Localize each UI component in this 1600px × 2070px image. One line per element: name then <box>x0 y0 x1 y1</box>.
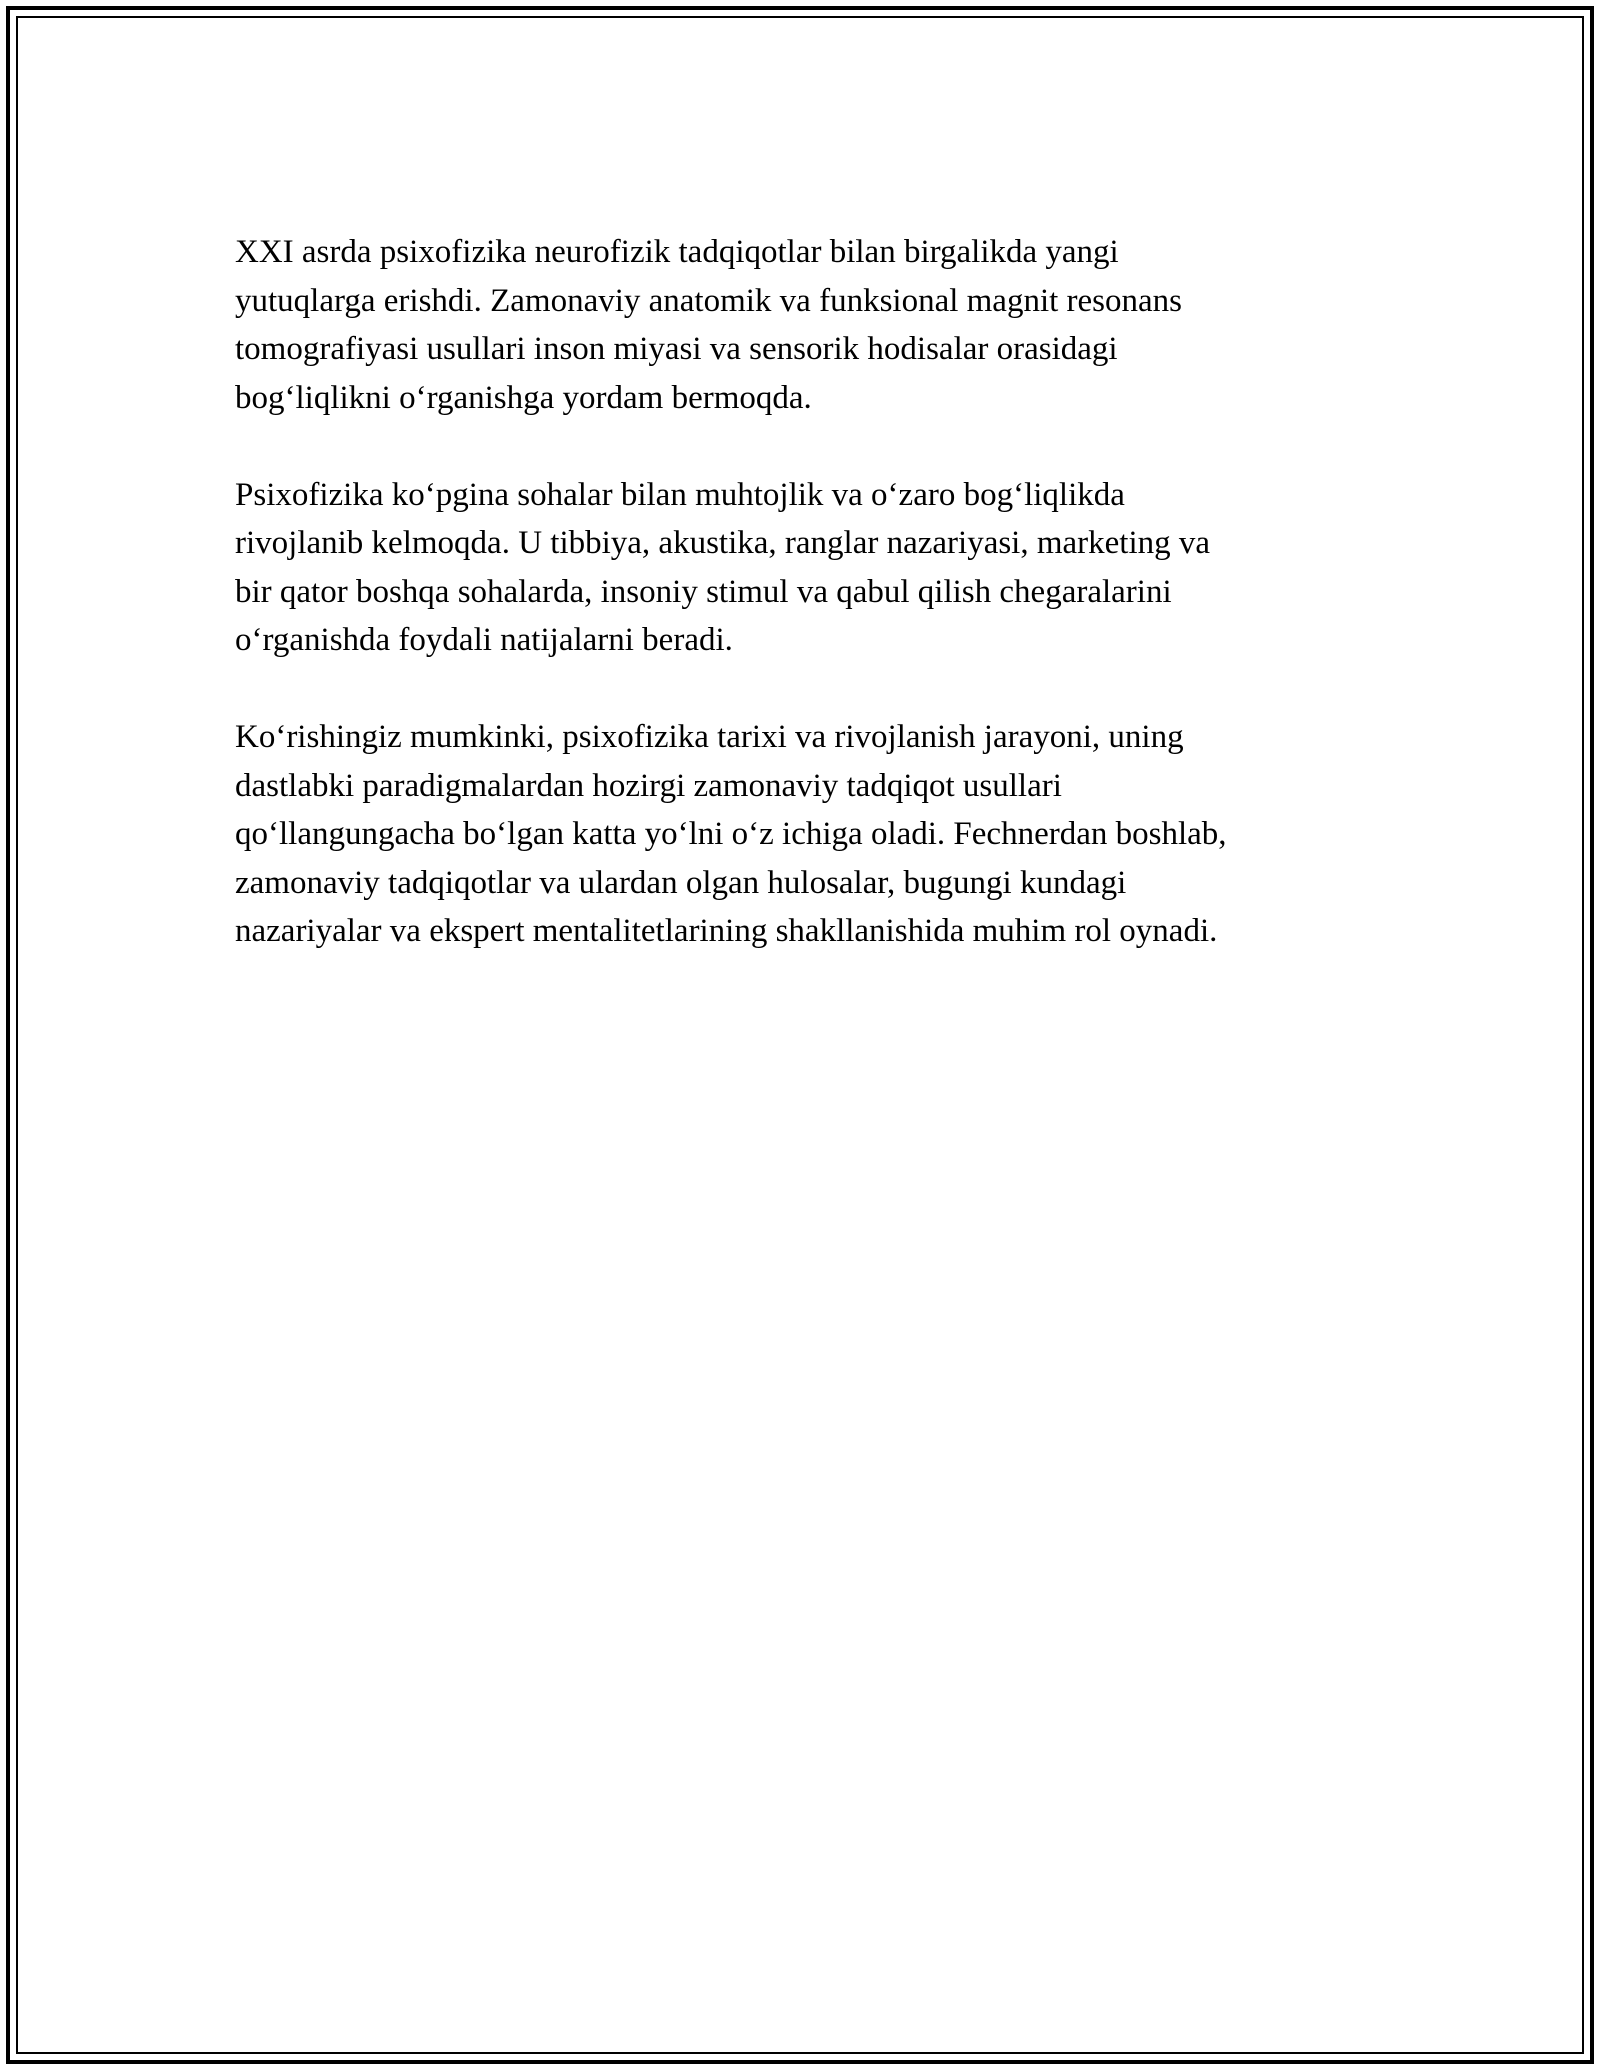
paragraph-line: bir qator boshqa sohalarda, insoniy stimul va qabul qilish chegaralarini <box>235 573 1172 610</box>
paragraph-line: zamonaviy tadqiqotlar va ulardan olgan hulosalar, bugungi kundagi <box>235 864 1127 901</box>
paragraph-line: nazariyalar va ekspert mentalitetlarining shakllanishida muhim rol oynadi. <box>235 913 1218 949</box>
paragraph-2 <box>235 471 1365 665</box>
paragraph-line: tomografiyasi usullari inson miyasi va sensorik hodisalar orasidagi <box>235 331 1118 367</box>
paragraph-line: qoʻllangungacha boʻlgan katta yoʻlni oʻz ichiga oladi. Fechnerdan boshlab, <box>235 816 1227 852</box>
paragraph-3 <box>235 713 1365 956</box>
paragraph-1 <box>235 228 1365 422</box>
paragraph-line: bogʻliqlikni oʻrganishga yordam bermoqda. <box>235 379 812 416</box>
document-body <box>235 228 1365 1004</box>
paragraph-line: oʻrganishda foydali natijalarni beradi. <box>235 622 733 658</box>
paragraph-line: Psixofizika koʻpgina sohalar bilan muhtojlik va oʻzaro bogʻliqlikda <box>235 476 1125 513</box>
paragraph-line: XXI asrda psixofizika neurofizik tadqiqotlar bilan birgalikda yangi <box>235 234 1119 270</box>
paragraph-line: rivojlanib kelmoqda. U tibbiya, akustika, ranglar nazariyasi, marketing va <box>235 525 1211 561</box>
paragraph-line: dastlabki paradigmalardan hozirgi zamonaviy tadqiqot usullari <box>235 767 1062 804</box>
paragraph-line: yutuqlarga erishdi. Zamonaviy anatomik va funksional magnit resonans <box>235 282 1183 319</box>
paragraph-line: Koʻrishingiz mumkinki, psixofizika tarixi va rivojlanish jarayoni, uning <box>235 719 1184 755</box>
